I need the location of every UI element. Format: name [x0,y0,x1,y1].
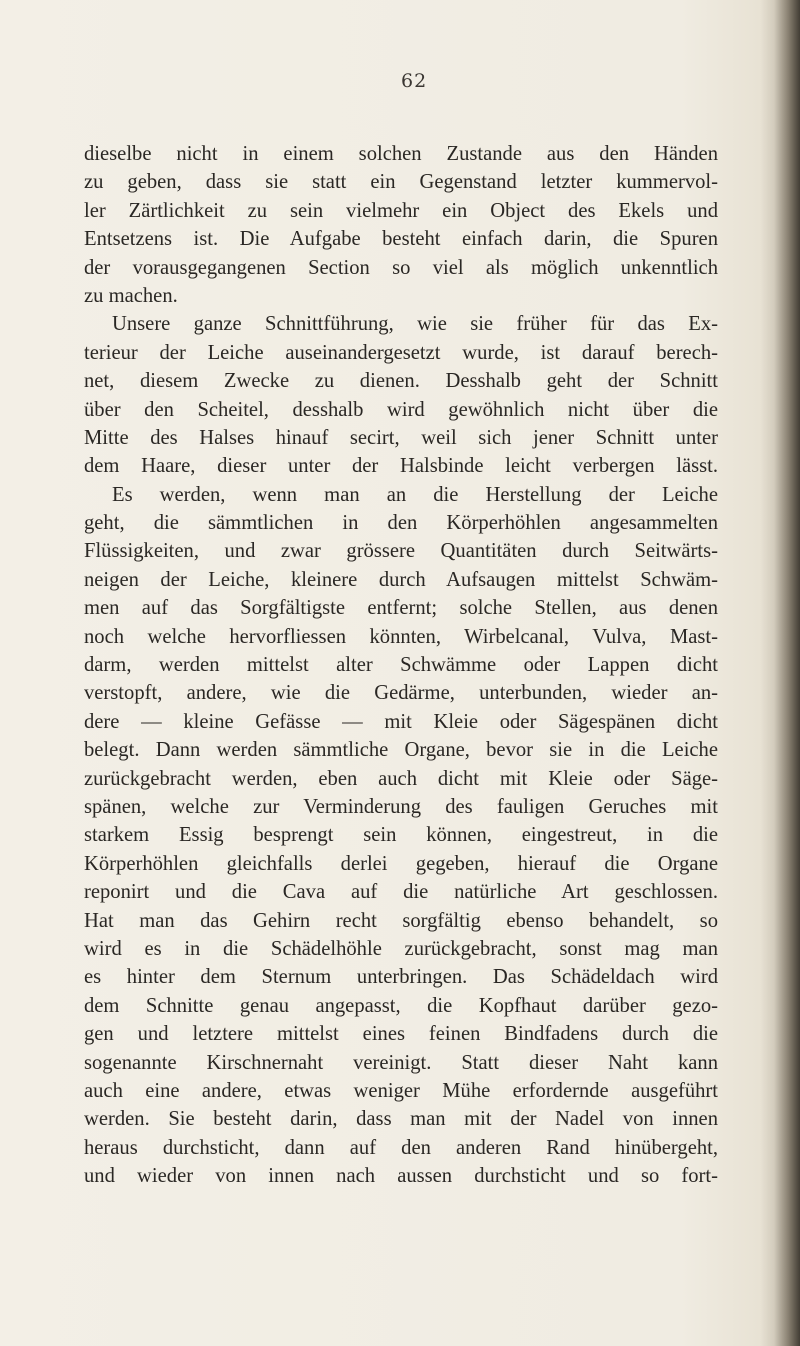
text-line: dem Schnitte genau angepasst, die Kopfhaut darüber gezo- [84,994,718,1017]
text-line: auch eine andere, etwas weniger Mühe erfordernde ausgeführt [84,1079,718,1102]
text-line: und wieder von innen nach aussen durchsticht und so fort- [84,1165,718,1188]
text-line: zu geben, dass sie statt ein Gegenstand letzter kummervol- [84,171,718,194]
text-line: über den Scheitel, desshalb wird gewöhnlich nicht über die [84,398,718,421]
text-line: neigen der Leiche, kleinere durch Aufsaugen mittelst Schwäm- [84,568,718,591]
text-line: zurückgebracht werden, eben auch dicht mit Kleie oder Säge- [84,767,718,790]
text-line: men auf das Sorgfältigste entfernt; solche Stellen, aus denen [84,597,718,620]
text-line: der vorausgegangenen Section so viel als möglich unkenntlich [84,256,718,279]
text-line: dieselbe nicht in einem solchen Zustande aus den Händen [84,143,718,165]
text-line: geht, die sämmtlichen in den Körperhöhlen angesammelten [84,512,718,535]
text-line: Körperhöhlen gleichfalls derlei gegeben, hierauf die Organe [84,852,718,875]
text-line: sogenannte Kirschnernaht vereinigt. Statt dieser Naht kann [84,1051,718,1074]
text-line: ler Zärtlichkeit zu sein vielmehr ein Object des Ekels und [84,199,718,222]
page-number: 62 [401,70,428,92]
text-line: Es werden, wenn man an die Herstellung der Leiche [112,483,718,506]
text-line: es hinter dem Sternum unterbringen. Das Schädeldach wird [84,966,718,989]
text-line: Mitte des Halses hinauf secirt, weil sich jener Schnitt unter [84,426,718,449]
text-line: darm, werden mittelst alter Schwämme oder Lappen dicht [84,654,718,677]
text-line: belegt. Dann werden sämmtliche Organe, bevor sie in die Leiche [84,739,718,762]
text-line: zu machen. [84,284,178,307]
text-line: terieur der Leiche auseinandergesetzt wurde, ist darauf berech- [84,341,718,364]
text-line: Unsere ganze Schnittführung, wie sie früher für das Ex- [112,313,718,336]
text-line: verstopft, andere, wie die Gedärme, unterbunden, wieder an- [84,682,718,705]
text-line: noch welche hervorfliessen könnten, Wirbelcanal, Vulva, Mast- [84,625,718,648]
text-line: starkem Essig besprengt sein können, eingestreut, in die [84,824,718,847]
text-line: Entsetzens ist. Die Aufgabe besteht einfach darin, die Spuren [84,228,718,251]
text-line: gen und letztere mittelst eines feinen Bindfadens durch die [84,1023,718,1046]
text-line: heraus durchsticht, dann auf den anderen Rand hinübergeht, [84,1136,718,1159]
text-line: wird es in die Schädelhöhle zurückgebracht, sonst mag man [84,937,718,960]
text-line: Flüssigkeiten, und zwar grössere Quantitäten durch Seitwärts- [84,540,718,563]
body-text [84,140,718,1190]
text-line: werden. Sie besteht darin, dass man mit der Nadel von innen [84,1108,718,1131]
text-line: Hat man das Gehirn recht sorgfältig ebenso behandelt, so [84,909,718,932]
text-line: spänen, welche zur Verminderung des fauligen Geruches mit [84,795,718,818]
text-line: dem Haare, dieser unter der Halsbinde leicht verbergen lässt. [84,455,718,478]
text-line: reponirt und die Cava auf die natürliche Art geschlossen. [84,881,718,904]
text-line: dere — kleine Gefässe — mit Kleie oder Sägespänen dicht [84,710,718,733]
text-line: net, diesem Zwecke zu dienen. Desshalb geht der Schnitt [84,370,718,393]
page-binding-edge [760,0,800,1346]
